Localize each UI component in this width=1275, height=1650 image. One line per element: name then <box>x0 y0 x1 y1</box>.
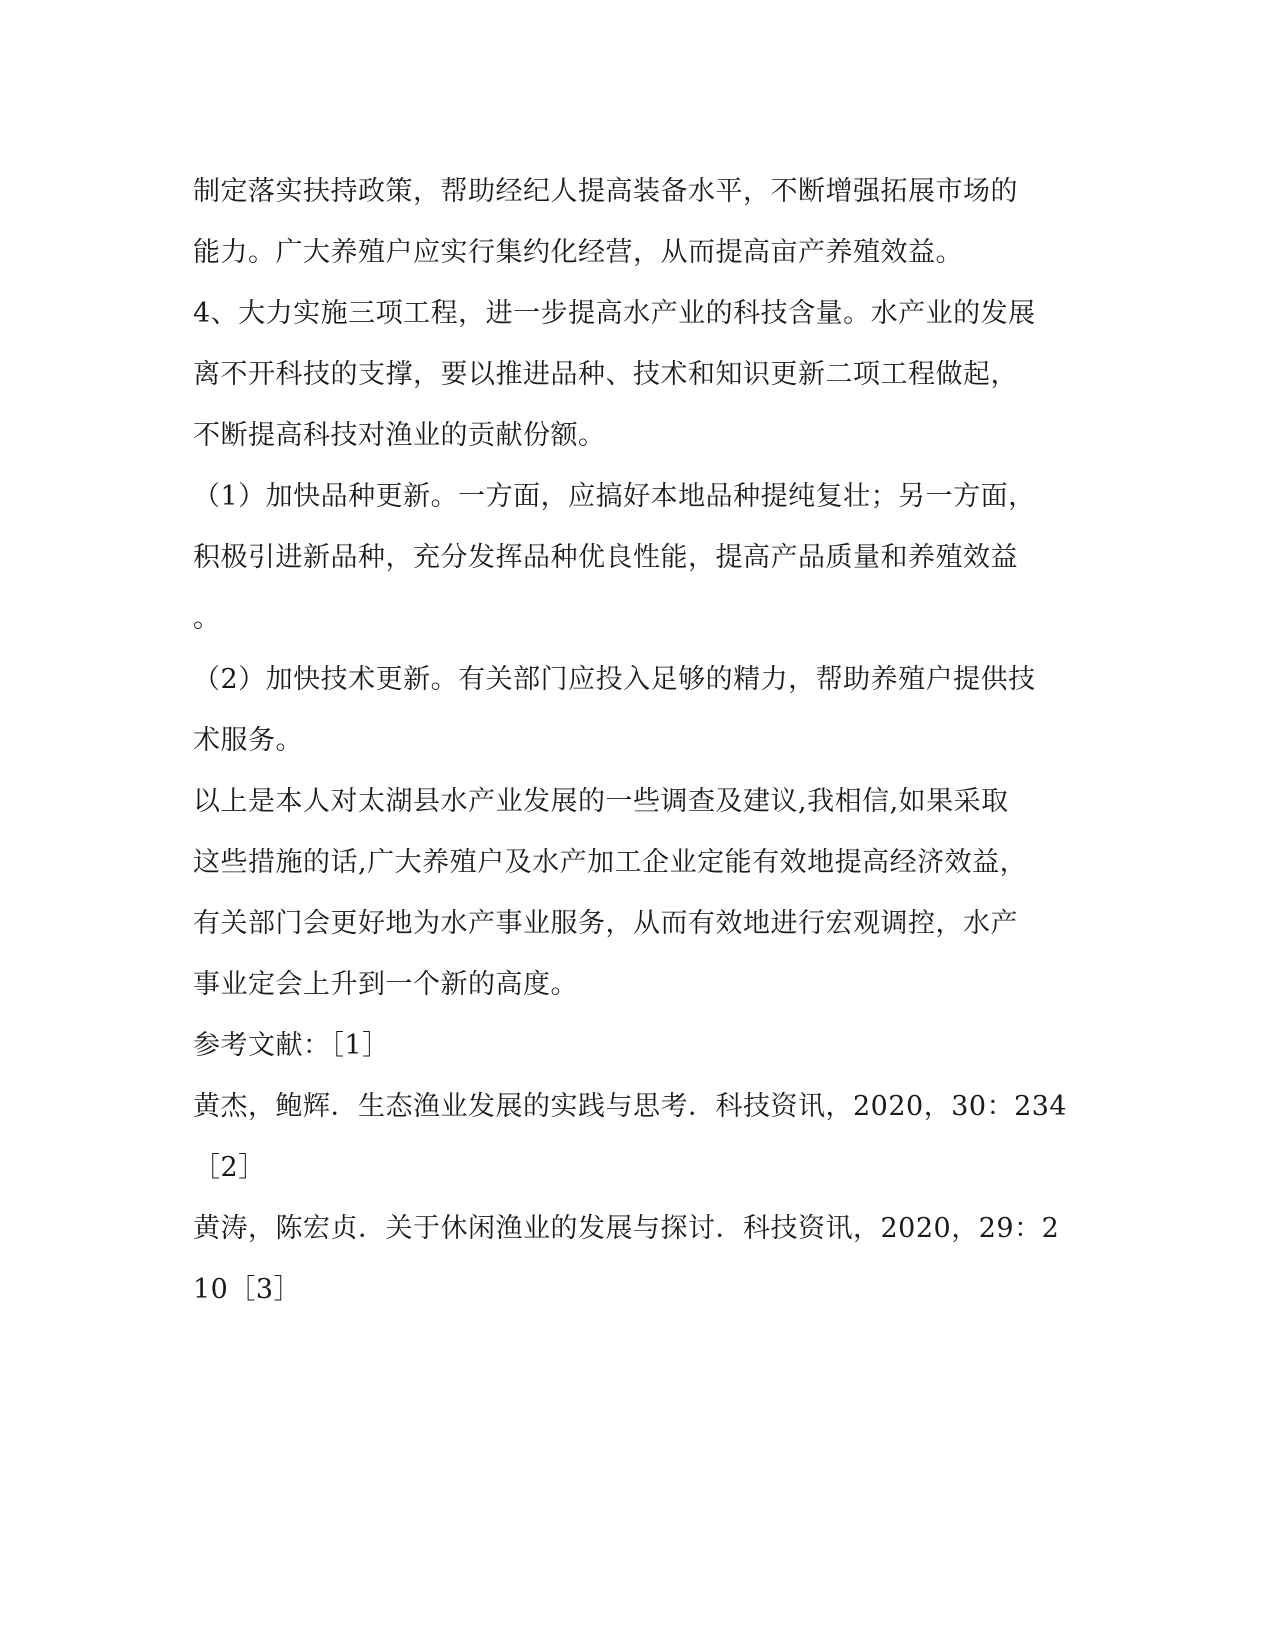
paragraph-line: 事业定会上升到一个新的高度。 <box>193 969 578 1000</box>
list-item-line: （2）加快技术更新。有关部门应投入足够的精力，帮助养殖户提供技 <box>193 664 1036 695</box>
list-item-line: （1）加快品种更新。一方面，应搞好本地品种提纯复壮；另一方面， <box>193 481 1036 512</box>
list-item-line: 积极引进新品种，充分发挥品种优良性能，提高产品质量和养殖效益 <box>193 542 1018 573</box>
list-item-line: 术服务。 <box>193 725 303 756</box>
paragraph-line: 离不开科技的支撑，要以推进品种、技术和知识更新二项工程做起， <box>193 359 1018 390</box>
paragraph-line: 4、大力实施三项工程，进一步提高水产业的科技含量。水产业的发展 <box>193 298 1036 329</box>
paragraph-line: 制定落实扶持政策，帮助经纪人提高装备水平，不断增强拓展市场的 <box>193 176 1018 207</box>
paragraph-line: 有关部门会更好地为水产事业服务，从而有效地进行宏观调控，水产 <box>193 908 1018 939</box>
paragraph-line: 这些措施的话,广大养殖户及水产加工企业定能有效地提高经济效益， <box>193 847 1028 878</box>
reference-line: 黄涛，陈宏贞．关于休闲渔业的发展与探讨．科技资讯，2020，29：2 <box>193 1213 1060 1244</box>
paragraph-line: 以上是本人对太湖县水产业发展的一些调查及建议,我相信,如果采取 <box>193 786 1009 817</box>
list-item-line: 。 <box>193 603 221 634</box>
reference-line: ［2］ <box>193 1152 266 1183</box>
paragraph-line: 能力。广大养殖户应实行集约化经营，从而提高亩产养殖效益。 <box>193 237 963 268</box>
reference-line: 黄杰，鲍辉．生态渔业发展的实践与思考．科技资讯，2020，30：234 <box>193 1091 1068 1122</box>
references-heading: 参考文献：［1］ <box>193 1030 390 1061</box>
reference-line: 10［3］ <box>193 1274 302 1305</box>
paragraph-line: 不断提高科技对渔业的贡献份额。 <box>193 420 606 451</box>
